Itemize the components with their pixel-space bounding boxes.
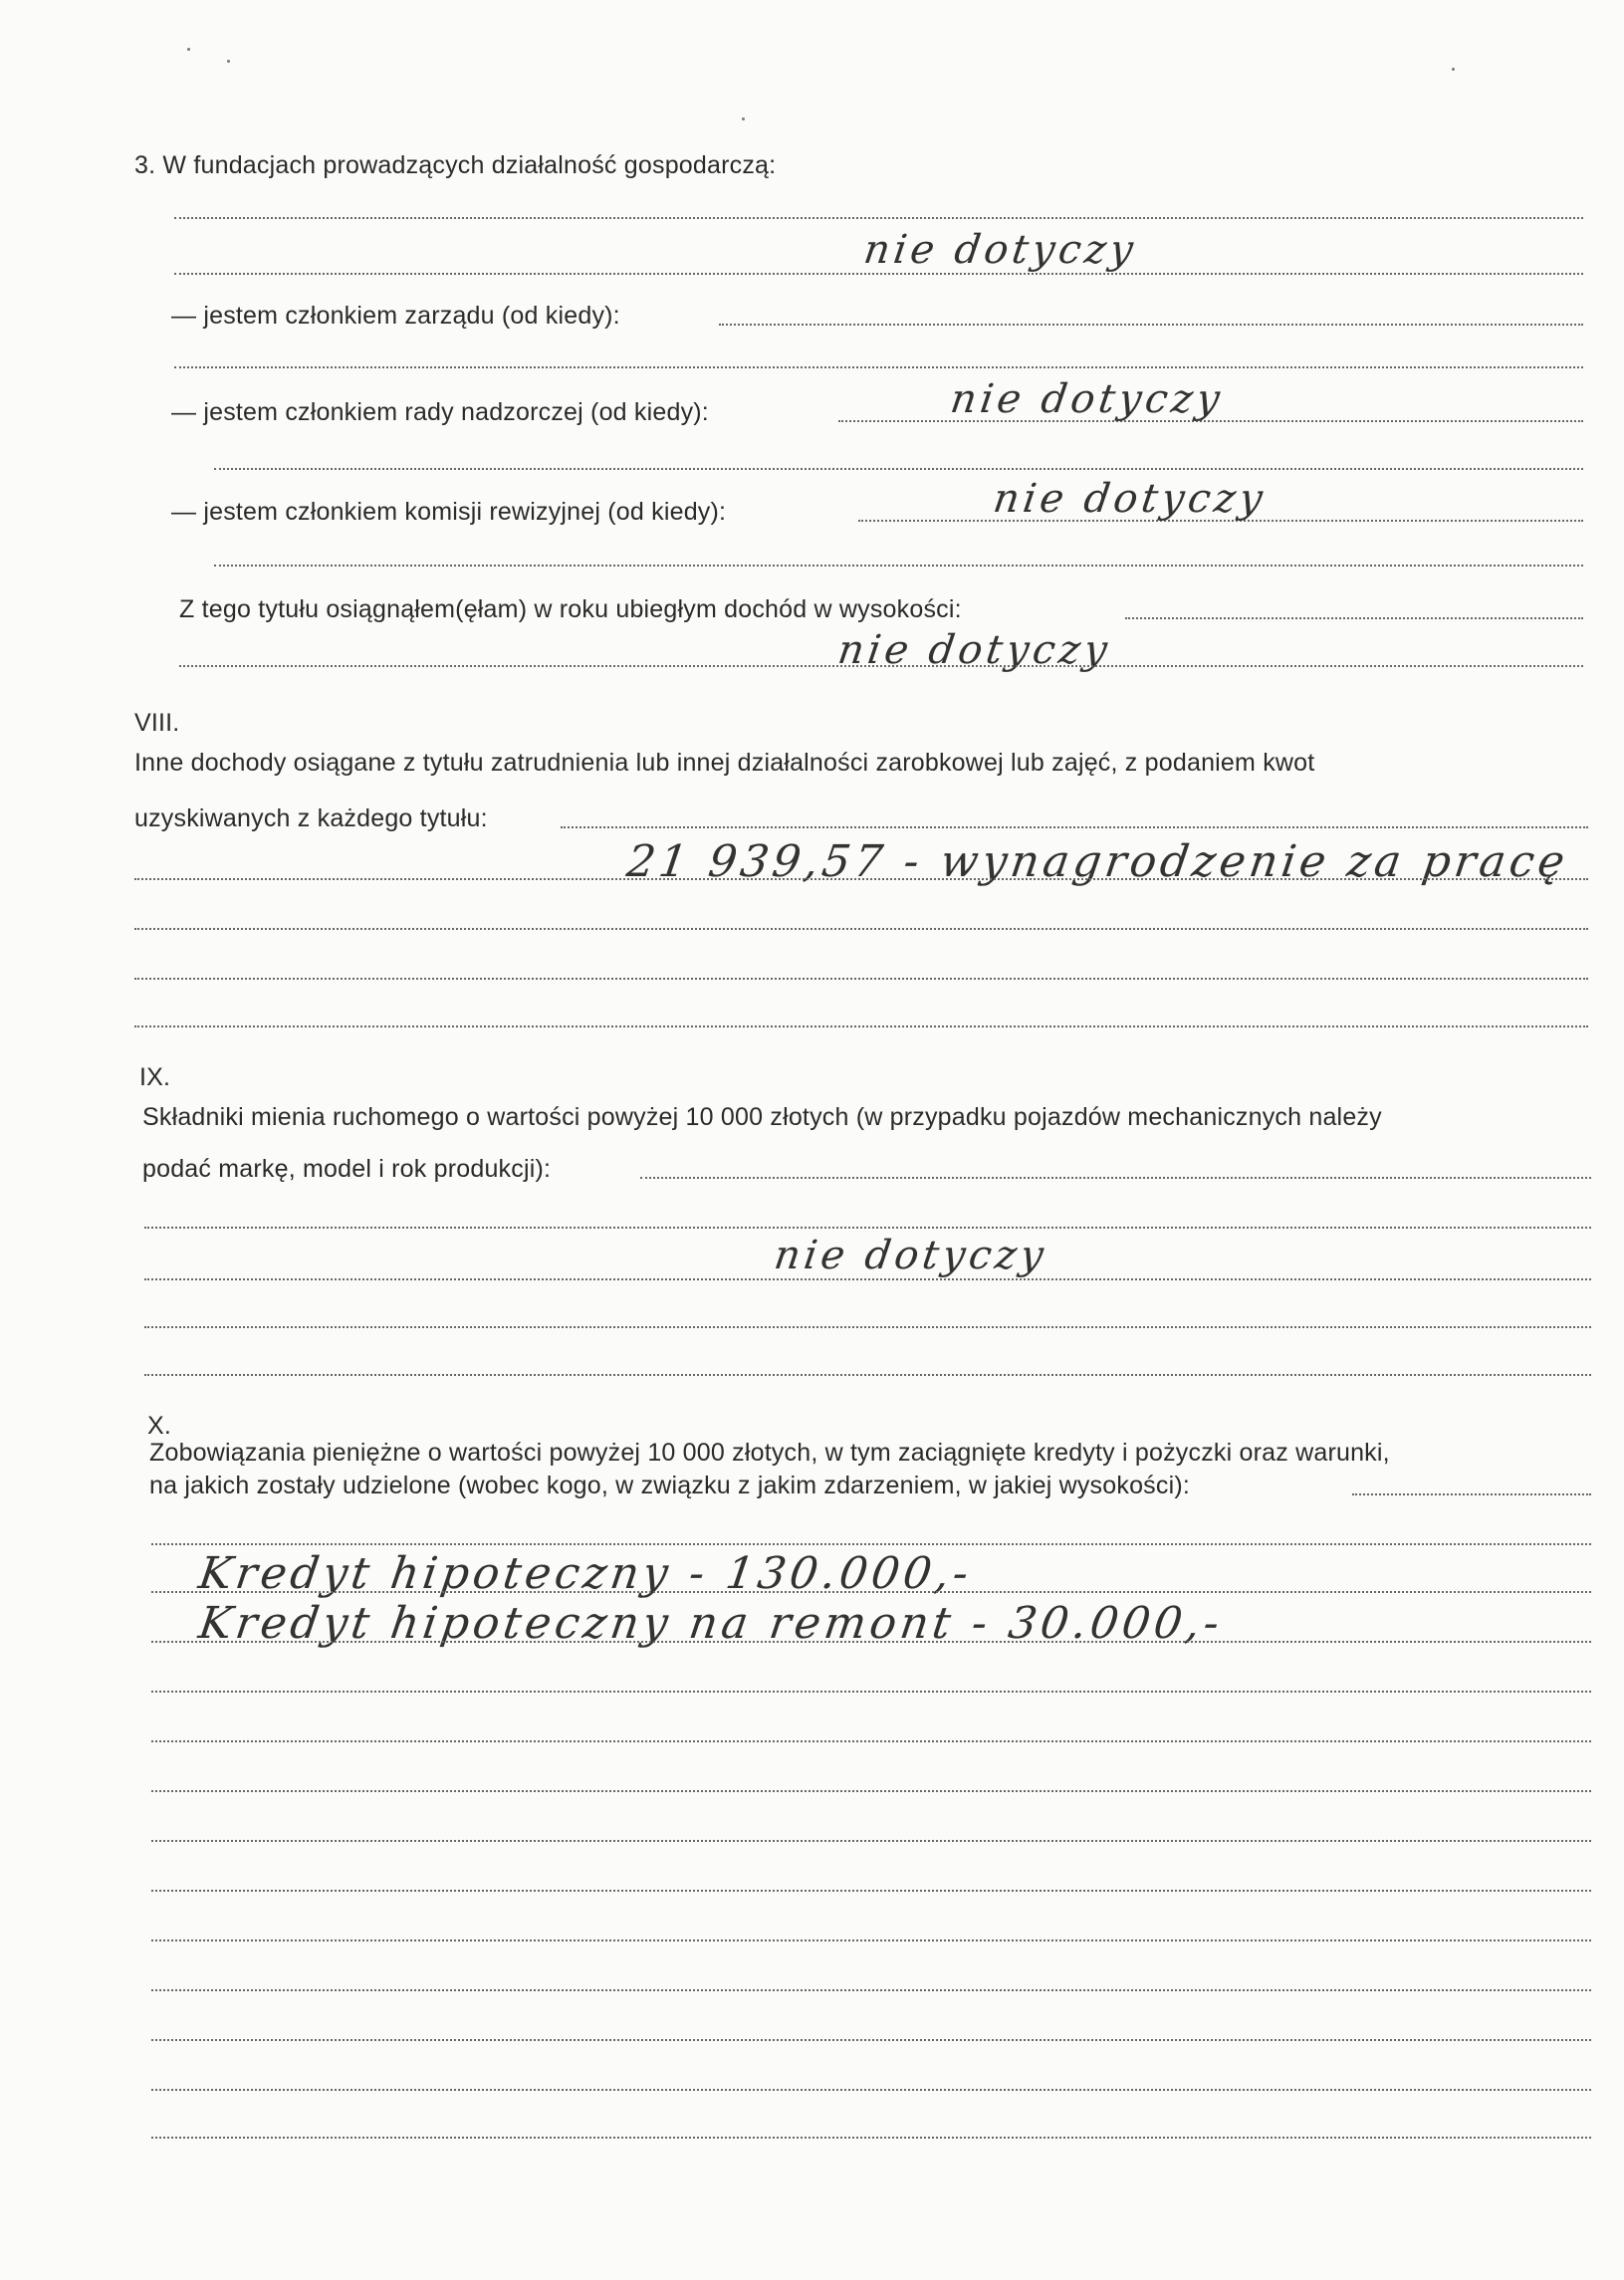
answer-line[interactable] — [151, 2137, 1591, 2139]
answer-line[interactable] — [151, 1740, 1591, 1742]
handwritten-answer: nie dotyczy — [990, 476, 1270, 522]
answer-line[interactable] — [174, 273, 1583, 275]
answer-line[interactable] — [151, 2089, 1591, 2091]
section-9-text: podać markę, model i rok produkcji): — [142, 1155, 552, 1183]
handwritten-answer: nie dotyczy — [771, 1233, 1050, 1278]
answer-line[interactable] — [134, 878, 1588, 880]
answer-line[interactable] — [151, 2039, 1591, 2041]
answer-line[interactable] — [144, 1278, 1591, 1280]
section-8-text: Inne dochody osiągane z tytułu zatrudnienia lub innej działalności zarobkowej lub zajęć, z podaniem kwot — [134, 749, 1315, 777]
section-9-number: IX. — [139, 1063, 171, 1091]
scan-speck — [227, 60, 230, 63]
answer-line[interactable] — [144, 1326, 1591, 1328]
supervisory-board-label: — jestem członkiem rady nadzorczej (od kiedy): — [171, 398, 709, 426]
board-member-label: — jestem członkiem zarządu (od kiedy): — [171, 302, 620, 330]
answer-line[interactable] — [151, 1939, 1591, 1941]
audit-committee-label: — jestem członkiem komisji rewizyjnej (od kiedy): — [171, 498, 727, 526]
handwritten-answer: nie dotyczy — [860, 227, 1140, 273]
handwritten-answer: nie dotyczy — [947, 376, 1227, 422]
answer-line[interactable] — [151, 1543, 1591, 1545]
answer-line[interactable] — [151, 1989, 1591, 1991]
answer-line[interactable] — [134, 1026, 1588, 1027]
answer-line[interactable] — [134, 978, 1588, 980]
board-member-field[interactable] — [719, 324, 1583, 326]
answer-line[interactable] — [151, 1591, 1591, 1593]
answer-line[interactable] — [151, 1840, 1591, 1842]
answer-line[interactable] — [214, 565, 1583, 567]
movable-property-field[interactable] — [640, 1177, 1591, 1179]
answer-line[interactable] — [179, 665, 1583, 667]
section-8-text: uzyskiwanych z każdego tytułu: — [134, 804, 488, 832]
section-10-text: Zobowiązania pieniężne o wartości powyżej 10 000 złotych, w tym zaciągnięte kredyty i pożyczki oraz warunki, — [149, 1439, 1390, 1467]
liabilities-field[interactable] — [1352, 1493, 1591, 1495]
handwritten-answer: Kredyt hipoteczny na remont - 30.000,- — [195, 1598, 1227, 1649]
income-label: Z tego tytułu osiągnąłem(ęłam) w roku ubiegłym dochód w wysokości: — [179, 595, 962, 623]
answer-line[interactable] — [174, 217, 1583, 219]
income-field[interactable] — [1125, 617, 1583, 619]
answer-line[interactable] — [151, 1641, 1591, 1643]
section-10-text: na jakich zostały udzielone (wobec kogo, w związku z jakim zdarzeniem, w jakiej wysokości): — [149, 1472, 1190, 1499]
income-sources-field[interactable] — [561, 826, 1588, 828]
handwritten-answer: 21 939,57 - wynagrodzenie za pracę — [623, 836, 1572, 887]
answer-line[interactable] — [151, 1691, 1591, 1693]
section-8-number: VIII. — [134, 709, 180, 737]
answer-line[interactable] — [214, 468, 1583, 470]
scan-speck — [187, 48, 190, 51]
scan-speck — [742, 117, 745, 120]
handwritten-answer: Kredyt hipoteczny - 130.000,- — [195, 1548, 976, 1599]
answer-line[interactable] — [151, 1790, 1591, 1792]
answer-line[interactable] — [134, 928, 1588, 930]
section-10-number: X. — [147, 1412, 172, 1440]
scan-speck — [1452, 68, 1455, 71]
answer-line[interactable] — [144, 1374, 1591, 1376]
answer-line[interactable] — [144, 1227, 1591, 1229]
section-9-text: Składniki mienia ruchomego o wartości powyżej 10 000 złotych (w przypadku pojazdów mechanicznych należy — [142, 1103, 1382, 1131]
answer-line[interactable] — [151, 1890, 1591, 1892]
handwritten-answer: nie dotyczy — [834, 627, 1114, 673]
answer-line[interactable] — [174, 366, 1583, 368]
section-3-heading: 3. W fundacjach prowadzących działalność gospodarczą: — [134, 151, 777, 179]
